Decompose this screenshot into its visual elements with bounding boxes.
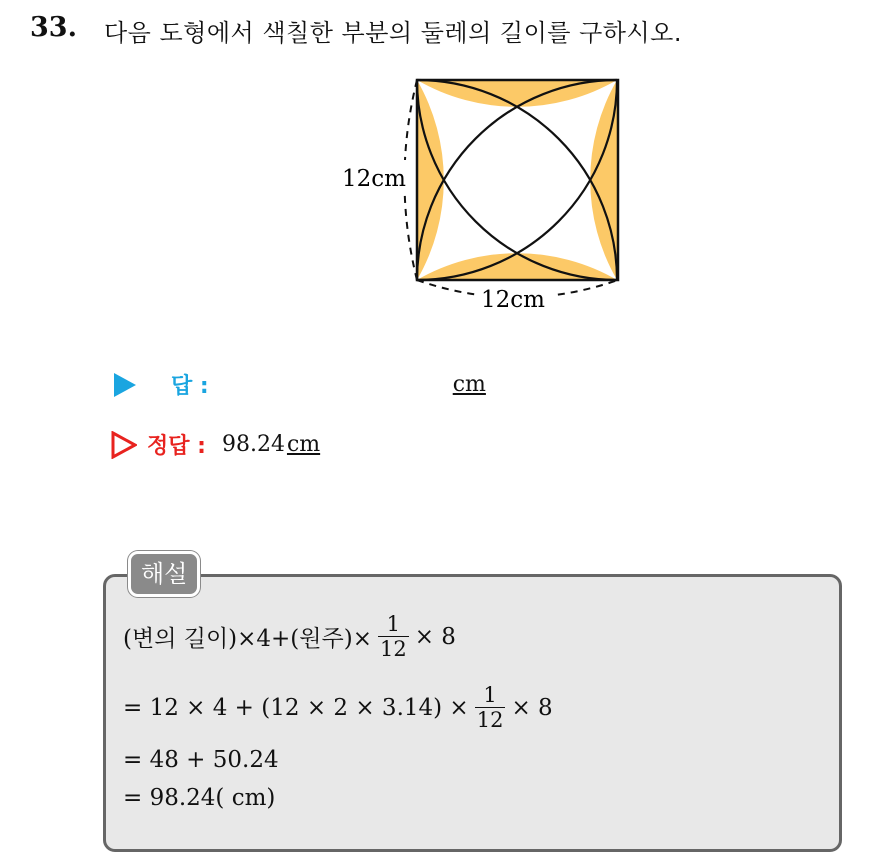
square-outline bbox=[417, 80, 618, 280]
correct-answer-row bbox=[111, 429, 320, 460]
solution-tab: 해설 bbox=[128, 551, 200, 597]
geometry-figure bbox=[330, 60, 630, 310]
correct-answer-label: 정답 : bbox=[147, 434, 206, 459]
answer-row bbox=[113, 369, 486, 400]
fraction-numerator: 1 bbox=[386, 612, 401, 636]
solution-line-2-fraction bbox=[475, 683, 506, 732]
solution-line-1-fraction bbox=[378, 612, 409, 661]
correct-answer-value: 98.24 bbox=[221, 432, 285, 457]
bottom-length-label: 12cm bbox=[481, 287, 545, 310]
shaded-area bbox=[417, 80, 617, 280]
solution-line-1 bbox=[123, 612, 456, 661]
solution-line-1-tail: × 8 bbox=[414, 623, 456, 650]
answer-unit: cm bbox=[452, 372, 486, 397]
play-arrow-icon bbox=[113, 372, 137, 398]
correct-answer-unit: cm bbox=[286, 432, 321, 457]
fraction-denominator: 12 bbox=[379, 637, 407, 661]
solution-line-3: = 48 + 50.24 bbox=[123, 747, 279, 773]
solution-line-2-text: = 12 × 4 + (12 × 2 × 3.14) × bbox=[123, 694, 469, 721]
left-length-label: 12cm bbox=[342, 166, 406, 192]
quarter-circle-arcs bbox=[417, 80, 617, 280]
solution-line-2 bbox=[123, 683, 553, 732]
outline-arrow-icon bbox=[111, 431, 137, 459]
fraction-numerator: 1 bbox=[483, 683, 497, 707]
answer-label: 답 : bbox=[171, 374, 209, 399]
question-text: 다음 도형에서 색칠한 부분의 둘레의 길이를 구하시오. bbox=[104, 19, 682, 47]
question-number: 33. bbox=[30, 12, 77, 43]
solution-line-2-tail: × 8 bbox=[511, 694, 553, 721]
fraction-denominator: 12 bbox=[476, 708, 504, 732]
solution-line-1-text: (변의 길이)×4+(원주)× bbox=[123, 626, 372, 652]
solution-line-4: = 98.24( cm) bbox=[123, 785, 276, 811]
